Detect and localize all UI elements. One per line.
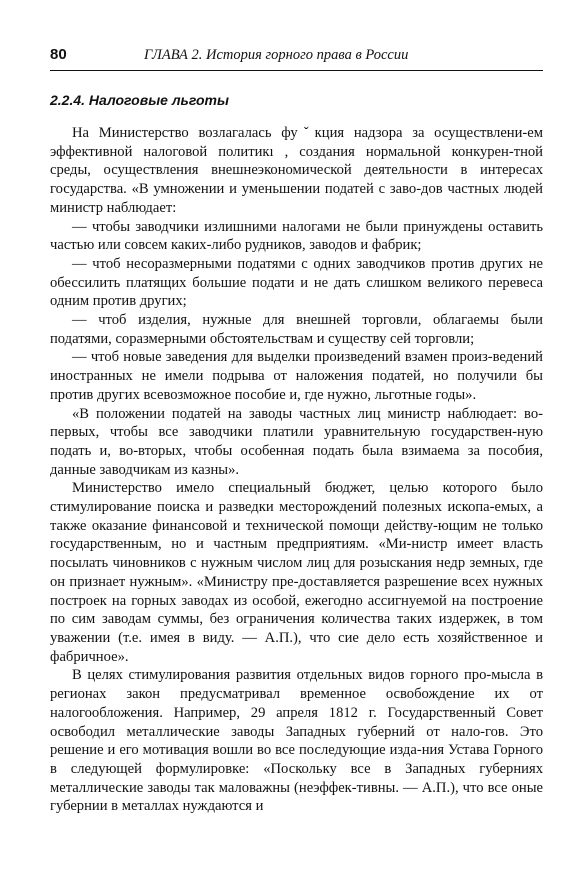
paragraph: Министерство имело специальный бюджет, целью которого было стимулирование поиска и разведки месторождений полезных ископа-емых, а также оказание финансовой и технической помощи действу-ющим не только государственным, но и частным предприятиям. «Ми-нистр имеет власть посылать чиновников с нужным числом лиц для розыскания недр земных, где он признает нужным». «Министру пре-доставляется разрешение всех нужных построек на горных заводах из особой, ежегодно ассигнуемой на построение по сим заводам суммы, без ограничения количества таких издержек, в том уважении (т.е. имея в виду. — А.П.), что сие дело есть хозяйственное и фабричное».	[50, 480, 543, 665]
paragraph: На Министерство возлагалась фуˇкция надзора за осуществлени-ем эффективной налоговой политикı , создания нормальной конкурен-тной среды, осуществления внешнеэкономической деятельности в интересах государства. «В умножении и уменьшении податей с заво-дов частных людей министр наблюдает:	[50, 125, 543, 216]
paragraph: — чтоб несоразмерными податями с одних заводчиков против других не обессилить платящих большие подати и не дать слишком великого перевеса одним против других;	[50, 255, 543, 310]
paragraph: В целях стимулирования развития отдельных видов горного про-мысла в регионах закон предусматривал временное освобождение их от налогообложения. Например, 29 апреля 1812 г. Государственный Совет освободил металлические заводы Западных губерний от нало-гов. Это решение и его мотивация вошли во все последующие изда-ния Устава Горного в следующей формулировке: «Поскольку все в Западных губерниях металлические заводы так маловажны (неэффек-тивны. — А.П.), что все оные губернии в металлах нуждаются и	[50, 667, 543, 815]
paragraph: «В положении податей на заводы частных лиц министр наблюдает: во-первых, чтобы все заводчики платили уравнительную государствен-ную подать и, во-вторых, чтобы особенная подать была взимаема за пособия, данные заводчикам из казны».	[50, 405, 543, 478]
page-header	[50, 46, 542, 66]
header-rule	[50, 70, 543, 71]
body-text	[50, 124, 543, 816]
page-number: 80	[50, 46, 67, 63]
running-head: ГЛАВА 2. История горного права в России	[144, 47, 409, 63]
paragraph: — чтобы заводчики излишними налогами не были принуждены оставить частью или совсем каких-либо рудников, заводов и фабрик;	[50, 218, 543, 254]
paragraph: — чтоб изделия, нужные для внешней торговли, облагаемы были податями, соразмерными обстоятельствам и существу сей торговли;	[50, 312, 543, 347]
paragraph: — чтоб новые заведения для выделки произведений взамен произ-ведений иностранных не имели подрыва от наложения податей, но получили бы против других всевозможное пособие и, где нужно, льготные годы».	[50, 349, 543, 403]
section-title: 2.2.4. Налоговые льготы	[50, 92, 229, 108]
